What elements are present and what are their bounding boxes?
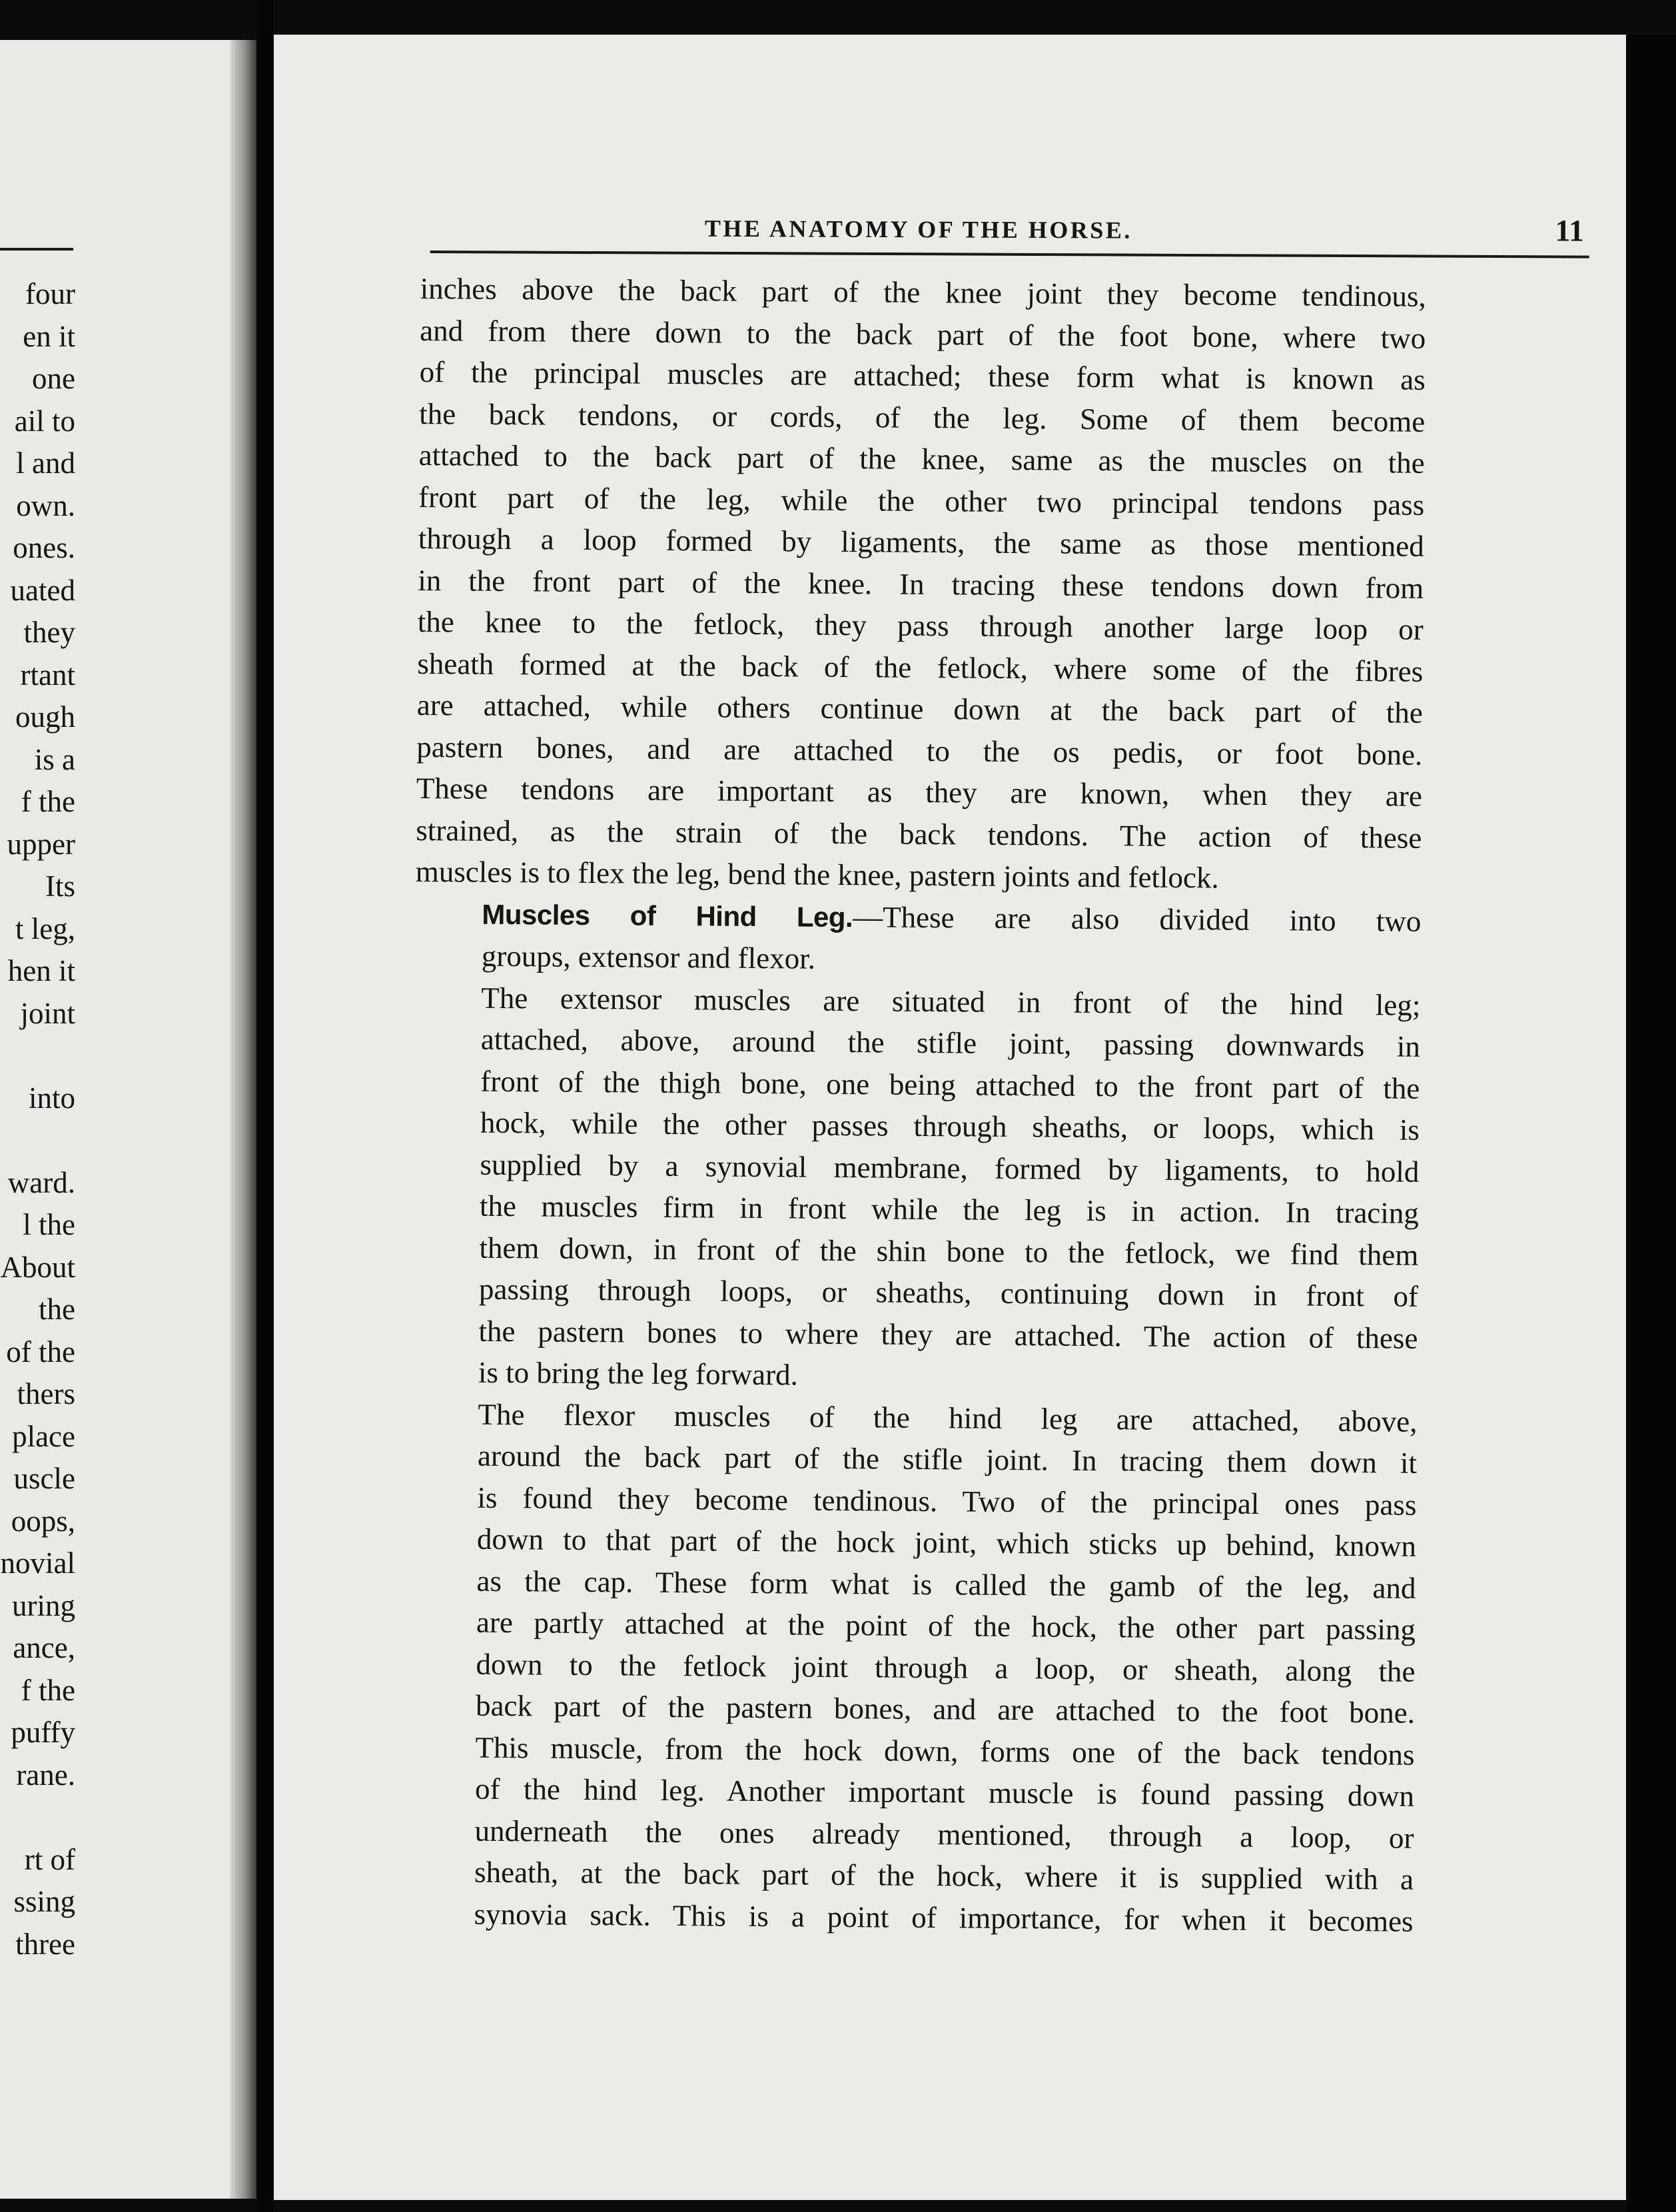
text-line: The extensor muscles are situated in front of the hind leg;	[481, 981, 1421, 1022]
left-line	[1, 1796, 76, 1839]
left-line: uring	[12, 1588, 75, 1622]
left-line: ones.	[13, 531, 75, 564]
text-line: front of the thigh bone, one being attached to the front part of the	[480, 1064, 1420, 1105]
left-line: three	[15, 1927, 75, 1961]
left-line	[1, 1035, 76, 1077]
text-line: synovia sack. This is a point of importance, for when it becomes	[474, 1897, 1414, 1938]
left-line: place	[12, 1419, 75, 1453]
page-body	[407, 268, 1426, 1942]
text-line: front part of the leg, while the other two principal tendons pass	[418, 480, 1425, 522]
left-line: four	[25, 277, 75, 310]
header-rule	[430, 251, 1589, 259]
left-page-rule	[0, 248, 73, 251]
left-line: t leg,	[15, 911, 75, 945]
section-heading: Muscles of Hind Leg.	[482, 898, 853, 933]
left-line: Its	[45, 869, 75, 903]
left-line: ance,	[13, 1631, 75, 1664]
left-line: hen it	[7, 954, 75, 987]
text-line: down to the fetlock joint through a loop, or sheath, along the	[476, 1647, 1416, 1688]
left-line: l and	[16, 446, 75, 480]
left-facing-page	[0, 40, 256, 2199]
text-line: the back tendons, or cords, of the leg. Some of them become	[419, 396, 1426, 438]
text-line: attached, above, around the stifle joint, passing downwards in	[480, 1022, 1421, 1063]
text-line: are attached, while others continue down at the back part of the	[416, 688, 1423, 730]
text-line: groups, extensor and flexor.	[481, 939, 816, 975]
left-line: en it	[23, 319, 75, 353]
text-line: These tendons are important as they are known, when they are	[416, 771, 1423, 813]
section-intro-text: —These are also divided into two	[852, 899, 1422, 938]
left-line: ward.	[7, 1165, 75, 1199]
text-line: in the front part of the knee. In tracing these tendons down from	[418, 563, 1424, 605]
text-line: the muscles firm in front while the leg is in action. In tracing	[479, 1189, 1420, 1230]
paragraph-extensor-muscles	[412, 976, 1421, 1400]
left-line: of the	[6, 1335, 75, 1369]
running-head: THE ANATOMY OF THE HORSE.	[704, 215, 1132, 244]
paragraph-hind-leg-intro	[415, 892, 1422, 984]
text-line: down to that part of the hock joint, which sticks up behind, known	[476, 1522, 1417, 1563]
text-line: as the cap. These form what is called the gamb of the leg, and	[476, 1564, 1416, 1605]
book-gutter	[256, 0, 274, 2212]
text-line: is found they become tendinous. Two of the principal ones pass	[477, 1480, 1417, 1522]
left-line: uscle	[13, 1462, 75, 1495]
text-line: them down, in front of the shin bone to the fetlock, we find them	[479, 1231, 1419, 1272]
left-line: they	[23, 616, 75, 649]
left-line: rane.	[16, 1758, 75, 1792]
left-line: l the	[23, 1208, 75, 1241]
left-line: joint	[20, 996, 75, 1030]
text-line: is to bring the leg forward.	[478, 1355, 799, 1392]
left-line: About	[0, 1250, 75, 1284]
text-line: sheath formed at the back of the fetlock, where some of the fibres	[417, 646, 1424, 688]
text-line: This muscle, from the hock down, forms one of the back tendons	[475, 1730, 1415, 1772]
paragraph-flexor-muscles	[407, 1392, 1417, 1941]
text-line: the pastern bones to where they are attached. The action of these	[478, 1314, 1418, 1355]
left-line: is a	[34, 742, 75, 776]
left-line: uated	[10, 573, 75, 607]
text-line: muscles is to flex the leg, bend the knee, pastern joints and fetlock.	[415, 854, 1219, 895]
left-line: upper	[7, 827, 75, 861]
text-line	[415, 892, 1421, 942]
left-line: rt of	[24, 1842, 75, 1876]
text-line: through a loop formed by ligaments, the same as those mentioned	[418, 521, 1424, 563]
text-line: sheath, at the back part of the hock, where it is supplied with a	[474, 1855, 1414, 1896]
scan-border	[1626, 35, 1676, 2212]
text-line: pastern bones, and are attached to the os pedis, or foot bone.	[416, 730, 1423, 772]
text-line: underneath the ones already mentioned, through a loop, or	[474, 1814, 1414, 1855]
right-page	[274, 35, 1626, 2200]
text-line: passing through loops, or sheaths, continuing down in front of	[478, 1272, 1419, 1313]
left-line: f the	[21, 1673, 75, 1707]
left-line: own.	[16, 488, 75, 522]
text-line: strained, as the strain of the back tendons. The action of these	[416, 813, 1422, 855]
page-header	[430, 213, 1589, 259]
book-gutter-shadow	[230, 40, 256, 2199]
left-line: ough	[15, 700, 75, 734]
page-number: 11	[1555, 213, 1585, 248]
text-line: of the hind leg. Another important muscle is found passing down	[474, 1772, 1415, 1813]
left-line: ail to	[14, 404, 75, 438]
left-line: oops,	[11, 1504, 75, 1538]
left-line: f the	[21, 785, 75, 818]
text-line: around the back part of the stifle joint. In tracing them down it	[477, 1438, 1418, 1480]
text-line: the knee to the fetlock, they pass through another large loop or	[417, 604, 1424, 646]
left-line: ssing	[13, 1885, 75, 1918]
paragraph-back-tendons	[416, 268, 1426, 900]
left-line: puffy	[11, 1716, 75, 1749]
left-line: into	[28, 1081, 75, 1115]
text-line: supplied by a synovial membrane, formed by ligaments, to hold	[480, 1147, 1420, 1189]
text-line: inches above the back part of the knee joint they become tendinous,	[420, 271, 1426, 313]
text-line: are partly attached at the point of the hock, the other part passing	[476, 1605, 1416, 1646]
text-line: and from there down to the back part of the foot bone, where two	[420, 313, 1426, 355]
left-line: novial	[0, 1546, 75, 1580]
text-line: hock, while the other passes through sheaths, or loops, which is	[480, 1105, 1420, 1147]
left-line: rtant	[20, 658, 75, 692]
text-line: back part of the pastern bones, and are attached to the foot bone.	[475, 1688, 1416, 1730]
text-line: The flexor muscles of the hind leg are attached, above,	[478, 1397, 1418, 1438]
left-page-text-fragments	[1, 273, 76, 1965]
left-line: the	[39, 1293, 75, 1326]
left-line: thers	[17, 1377, 75, 1410]
left-line: one	[32, 362, 75, 395]
text-line: attached to the back part of the knee, same as the muscles on the	[418, 438, 1425, 480]
text-line: of the principal muscles are attached; these form what is known as	[419, 354, 1426, 396]
left-line	[1, 1119, 76, 1162]
